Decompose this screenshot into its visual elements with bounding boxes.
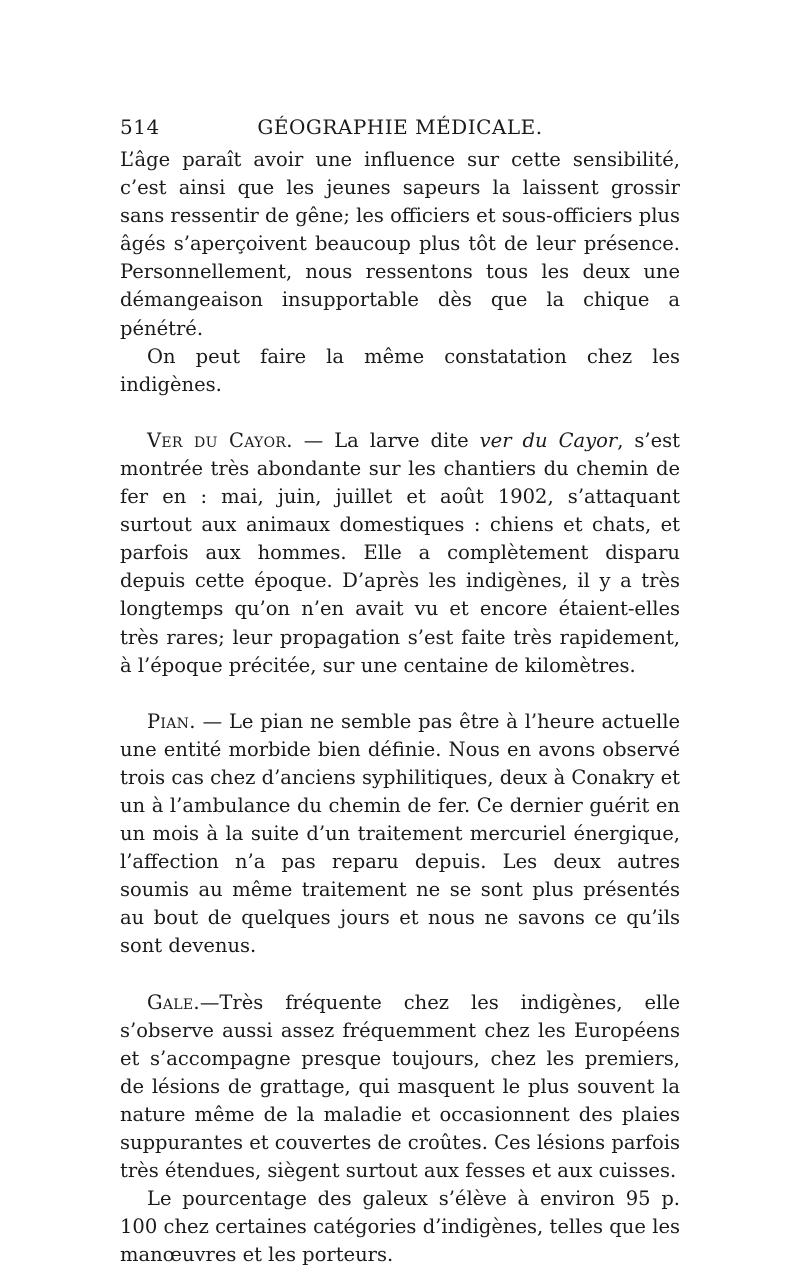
heading-dash: — (292, 428, 335, 452)
heading-dash: — (199, 990, 220, 1014)
section-text: La larve dite (334, 428, 480, 452)
section-text: Le pian ne semble pas être à l’heure actuelle une entité morbide bien définie. Nous en avons observé trois cas chez d’anciens syphilitiques, deux à Conakry et un à l’ambulance du chemin de fer. Ce dernier guérit en un mois à la suite d’un traitement mercuriel énergique, l’affection n’a pas reparu depuis. Les deux autres soumis au même traitement ne se sont plus présentés au bout de quelques jours et nous ne savons ce qu’ils sont devenus. (120, 709, 680, 958)
running-head (120, 112, 680, 142)
paragraph-pourcentage: Le pourcentage des galeux s’élève à environ 95 p. 100 chez certaines catégories d’indigènes, telles que les manœuvres et les porteurs. (120, 1187, 680, 1267)
section-heading-pian: Pian. (147, 709, 196, 733)
section-pian (120, 708, 680, 961)
paragraph-indigenes: On peut faire la même constatation chez les indigènes. (120, 344, 680, 396)
section-ver-du-cayor (120, 427, 680, 680)
section-heading-gale: Gale. (147, 990, 200, 1014)
italic-term: ver du Cayor (479, 428, 618, 452)
section-text: Très fréquente chez les indigènes, elle s’observe aussi assez fréquemment chez les Européens et s’accompagne presque toujours, chez les premiers, de lésions de grattage, qui masquent le plus souvent la nature même de la maladie et occasionnent des plaies suppurantes et couvertes de croûtes. Ces lésions parfois très étendues, siègent surtout aux fesses et aux cuisses. (120, 990, 680, 1183)
body-text (120, 146, 680, 1269)
section-gale (120, 989, 680, 1186)
heading-dash: — (195, 709, 229, 733)
paragraph-chique-sensibility: L’âge paraît avoir une influence sur cette sensibilité, c’est ainsi que les jeunes sapeurs la laissent grossir sans ressentir de gêne; les officiers et sous-officiers plus âgés s’aperçoivent beaucoup plus tôt de leur présence. Personnellement, nous ressentons tous les deux une démangeaison insupportable dès que la chique a pénétré. (120, 148, 680, 340)
section-text: , s’est montrée très abondante sur les chantiers du chemin de fer en : mai, juin, juillet et août 1902, s’attaquant surtout aux animaux domestiques : chiens et chats, et parfois aux hommes. Elle a complètement disparu depuis cette époque. D’après les indigènes, il y a très longtemps qu’on n’en avait vu et encore étaient-elles très rares; leur propagation s’est faite très rapidement, à l’époque précitée, sur une centaine de kilomètres. (120, 428, 680, 677)
section-heading-ver-du-cayor: Ver du Cayor. (147, 428, 293, 452)
page-title: GÉOGRAPHIE MÉDICALE. (257, 115, 543, 139)
page-number: 514 (120, 115, 160, 139)
